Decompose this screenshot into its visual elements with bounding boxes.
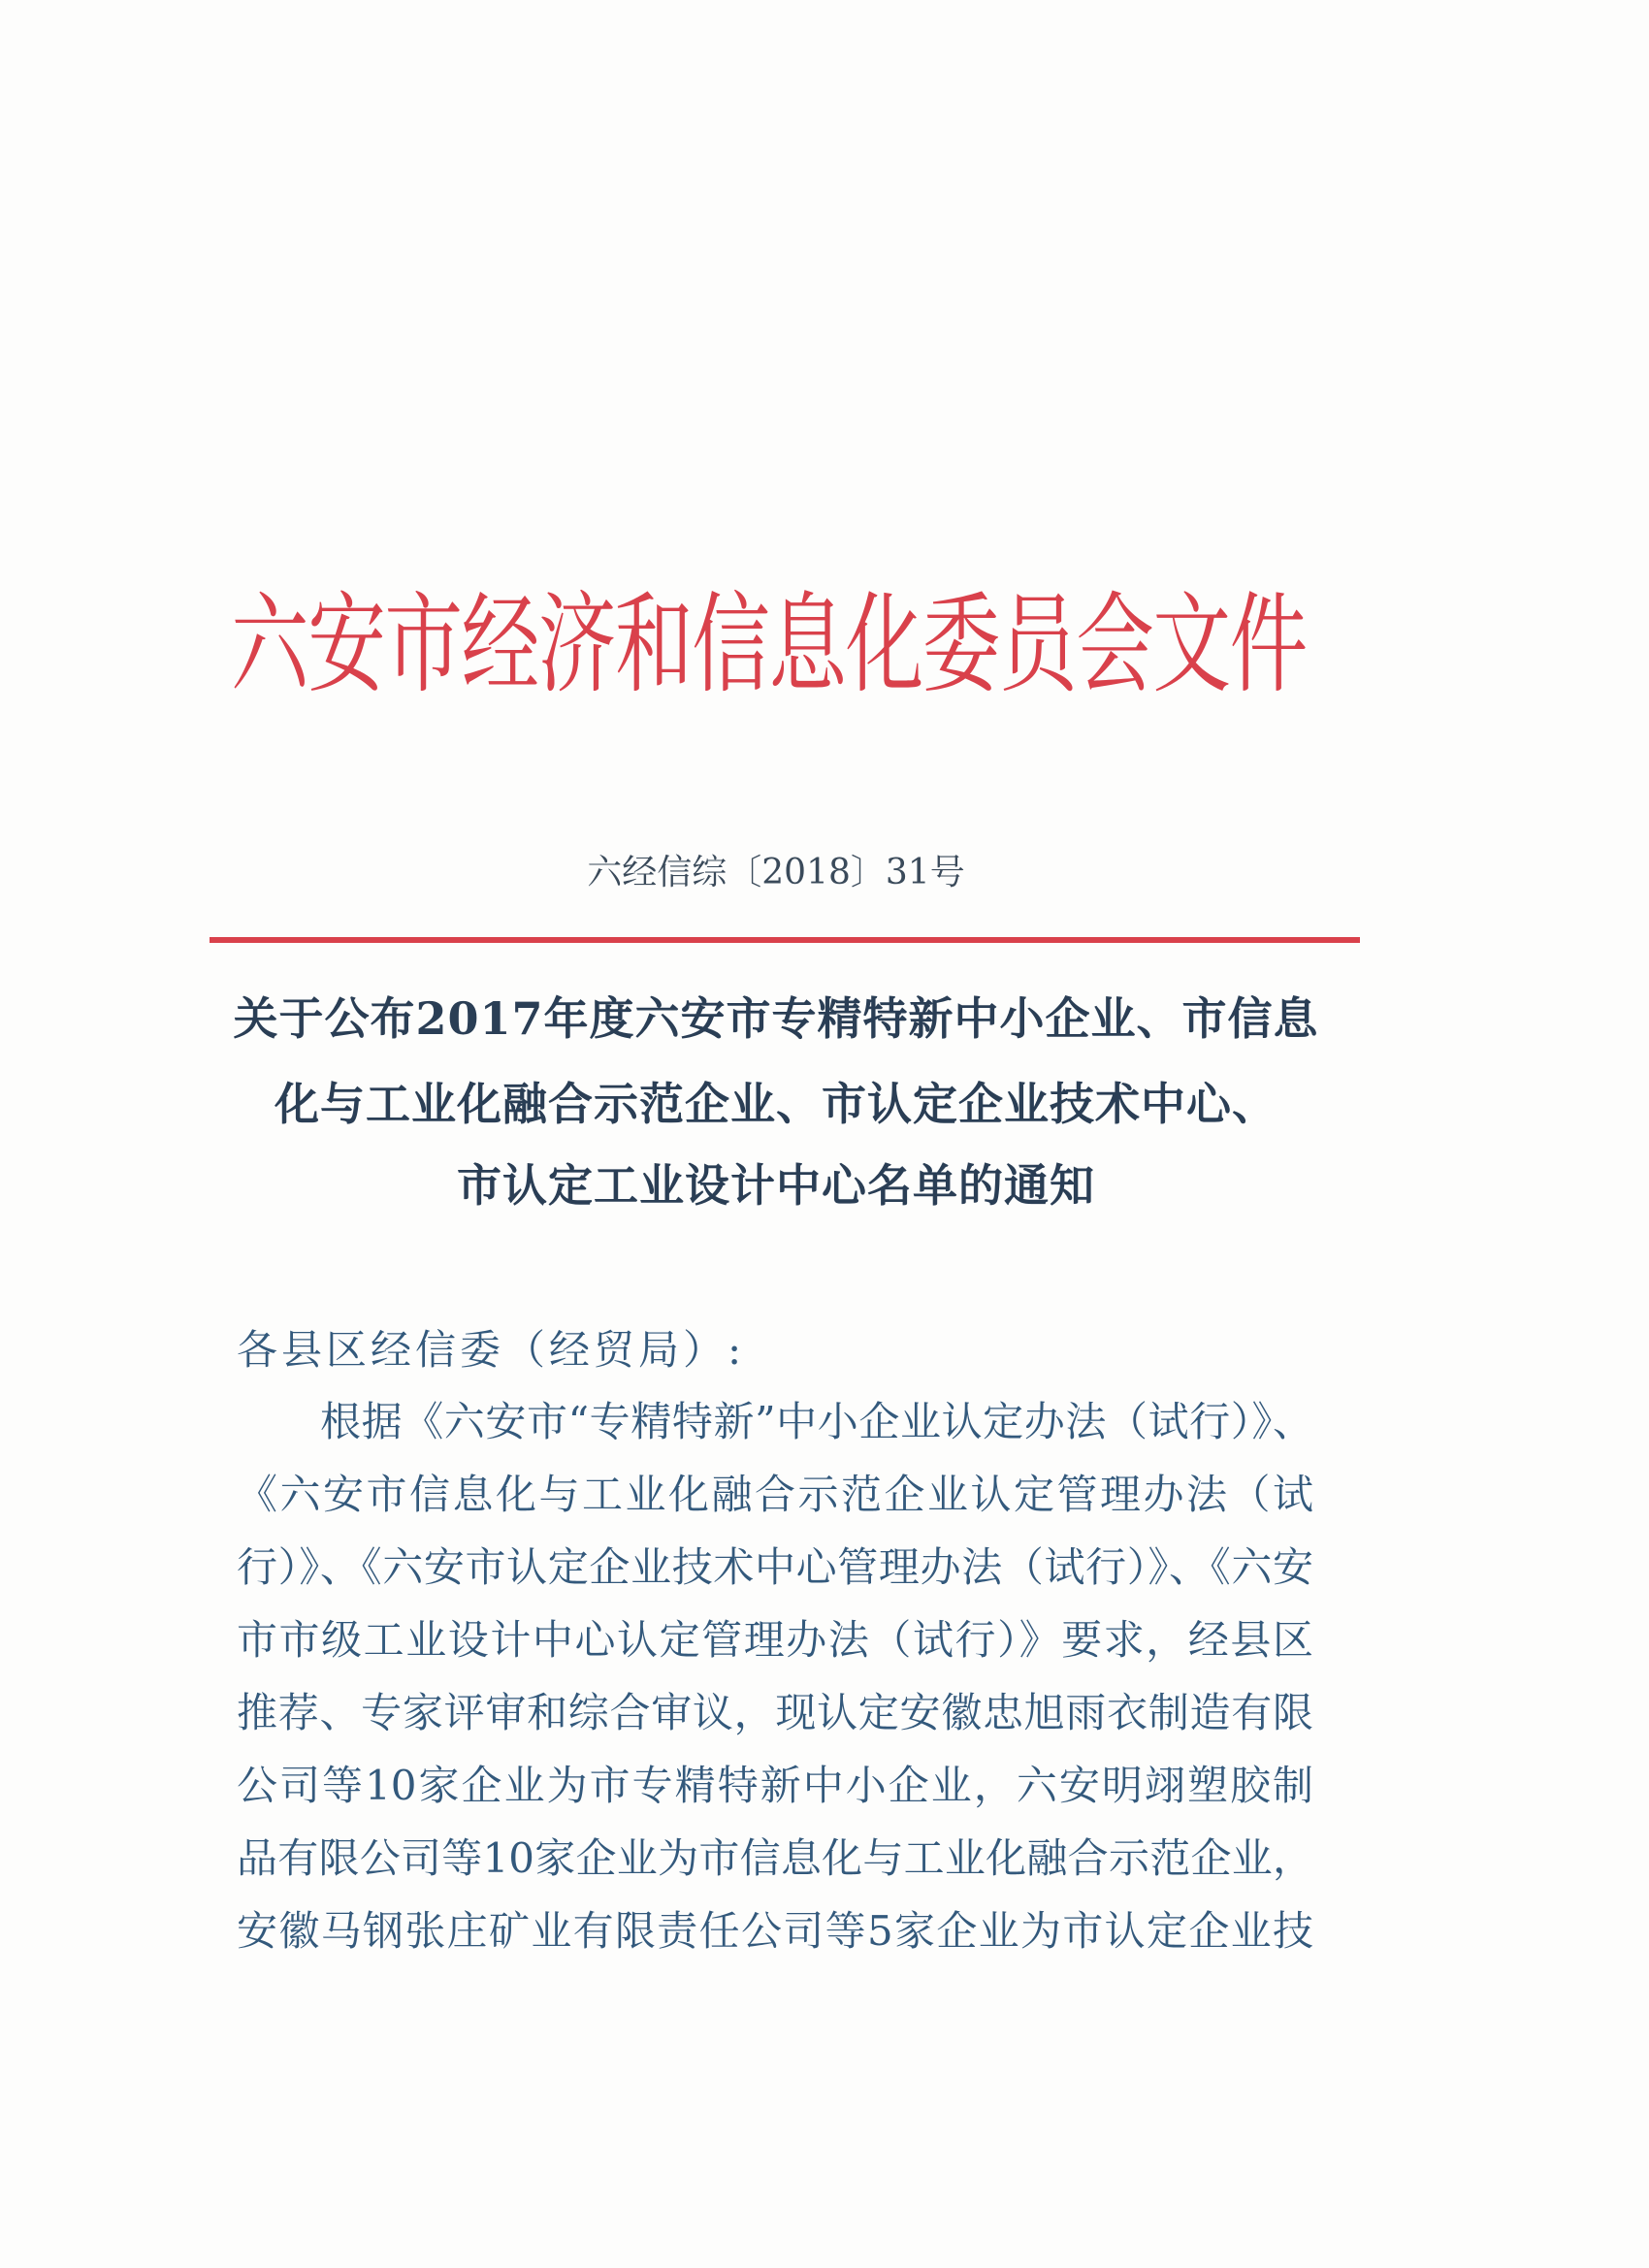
body-line: 市市级工业设计中心认定管理办法（试行）》要求，经县区 [237, 1616, 1313, 1664]
salutation: 各县区经信委（经贸局）: [237, 1326, 746, 1374]
body-line: 推荐、专家评审和综合审议，现认定安徽忠旭雨衣制造有限 [237, 1689, 1313, 1736]
body-line: 行）》、《六安市认定企业技术中心管理办法（试行）》、《六安 [237, 1543, 1313, 1591]
issuing-authority-header [231, 563, 1346, 728]
document-number: 六经信综〔2018〕31号 [587, 853, 965, 892]
document-title-line: 关于公布2017年度六安市专精特新中小企业、市信息 [233, 992, 1319, 1045]
red-divider [210, 937, 1360, 943]
header-text: 六安市经济和信息化委员会文件 [231, 582, 1307, 708]
body-line: 公司等10家企业为市专精特新中小企业，六安明翊塑胶制 [237, 1762, 1313, 1809]
body-line: 品有限公司等10家企业为市信息化与工业化融合示范企业， [237, 1834, 1313, 1882]
body-line: 安徽马钢张庄矿业有限责任公司等5家企业为市认定企业技 [237, 1907, 1313, 1955]
document-title-line: 化与工业化融合示范企业、市认定企业技术中心、 [275, 1078, 1277, 1130]
body-line: 根据《六安市“专精特新”中小企业认定办法（试行）》、 [320, 1398, 1313, 1445]
document-title-line: 市认定工业设计中心名单的通知 [457, 1159, 1095, 1212]
body-line: 《六安市信息化与工业化融合示范企业认定管理办法（试 [237, 1471, 1313, 1518]
